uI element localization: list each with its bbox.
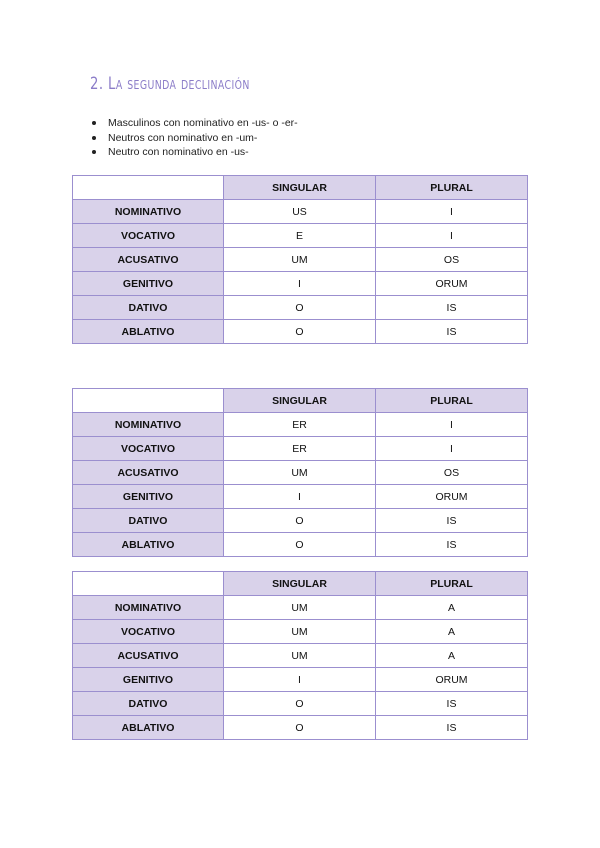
plural-ending: OS [376, 248, 528, 272]
bullet-list [91, 116, 298, 160]
table-row [73, 296, 528, 320]
header-blank-cell [73, 572, 224, 596]
singular-ending: I [224, 272, 376, 296]
plural-ending: A [376, 596, 528, 620]
list-item: Neutro con nominativo en -us- [91, 145, 298, 160]
header-plural: PLURAL [376, 389, 528, 413]
table-row [73, 413, 528, 437]
table-row [73, 644, 528, 668]
table-row [73, 485, 528, 509]
singular-ending: O [224, 533, 376, 557]
singular-ending: O [224, 692, 376, 716]
singular-ending: ER [224, 413, 376, 437]
singular-ending: US [224, 200, 376, 224]
plural-ending: IS [376, 320, 528, 344]
singular-ending: ER [224, 437, 376, 461]
header-blank-cell [73, 389, 224, 413]
singular-ending: O [224, 716, 376, 740]
singular-ending: UM [224, 248, 376, 272]
singular-ending: O [224, 296, 376, 320]
header-blank-cell [73, 176, 224, 200]
plural-ending: ORUM [376, 485, 528, 509]
table-header-row [73, 176, 528, 200]
declension-table-um [72, 571, 528, 740]
table-row [73, 320, 528, 344]
singular-ending: UM [224, 620, 376, 644]
case-label: ACUSATIVO [73, 461, 224, 485]
singular-ending: UM [224, 644, 376, 668]
singular-ending: E [224, 224, 376, 248]
table-row [73, 437, 528, 461]
declension-table-us [72, 175, 528, 344]
case-label: NOMINATIVO [73, 596, 224, 620]
case-label: VOCATIVO [73, 620, 224, 644]
declension-table-er [72, 388, 528, 557]
singular-ending: O [224, 320, 376, 344]
plural-ending: IS [376, 716, 528, 740]
table-header-row [73, 572, 528, 596]
singular-ending: O [224, 509, 376, 533]
plural-ending: I [376, 437, 528, 461]
case-label: GENITIVO [73, 272, 224, 296]
table-row [73, 509, 528, 533]
header-plural: PLURAL [376, 572, 528, 596]
table-row [73, 200, 528, 224]
case-label: NOMINATIVO [73, 413, 224, 437]
case-label: ACUSATIVO [73, 248, 224, 272]
case-label: GENITIVO [73, 668, 224, 692]
table-row [73, 224, 528, 248]
page-title: 2. La segunda declinación [90, 74, 250, 94]
table-row [73, 272, 528, 296]
header-singular: SINGULAR [224, 176, 376, 200]
case-label: ABLATIVO [73, 533, 224, 557]
plural-ending: A [376, 644, 528, 668]
singular-ending: I [224, 485, 376, 509]
singular-ending: I [224, 668, 376, 692]
table-row [73, 461, 528, 485]
case-label: NOMINATIVO [73, 200, 224, 224]
case-label: ACUSATIVO [73, 644, 224, 668]
plural-ending: ORUM [376, 668, 528, 692]
plural-ending: ORUM [376, 272, 528, 296]
list-item: Masculinos con nominativo en -us- o -er- [91, 116, 298, 131]
header-singular: SINGULAR [224, 572, 376, 596]
case-label: VOCATIVO [73, 437, 224, 461]
table-row [73, 620, 528, 644]
table-row [73, 533, 528, 557]
table-row [73, 596, 528, 620]
case-label: DATIVO [73, 692, 224, 716]
plural-ending: IS [376, 509, 528, 533]
plural-ending: I [376, 413, 528, 437]
header-plural: PLURAL [376, 176, 528, 200]
table-header-row [73, 389, 528, 413]
case-label: ABLATIVO [73, 320, 224, 344]
case-label: VOCATIVO [73, 224, 224, 248]
table-row [73, 716, 528, 740]
header-singular: SINGULAR [224, 389, 376, 413]
list-item: Neutros con nominativo en -um- [91, 131, 298, 146]
plural-ending: IS [376, 692, 528, 716]
singular-ending: UM [224, 596, 376, 620]
table-row [73, 692, 528, 716]
table-row [73, 248, 528, 272]
plural-ending: A [376, 620, 528, 644]
plural-ending: I [376, 200, 528, 224]
table-row [73, 668, 528, 692]
plural-ending: IS [376, 296, 528, 320]
case-label: DATIVO [73, 509, 224, 533]
singular-ending: UM [224, 461, 376, 485]
case-label: GENITIVO [73, 485, 224, 509]
plural-ending: IS [376, 533, 528, 557]
case-label: DATIVO [73, 296, 224, 320]
plural-ending: I [376, 224, 528, 248]
case-label: ABLATIVO [73, 716, 224, 740]
plural-ending: OS [376, 461, 528, 485]
